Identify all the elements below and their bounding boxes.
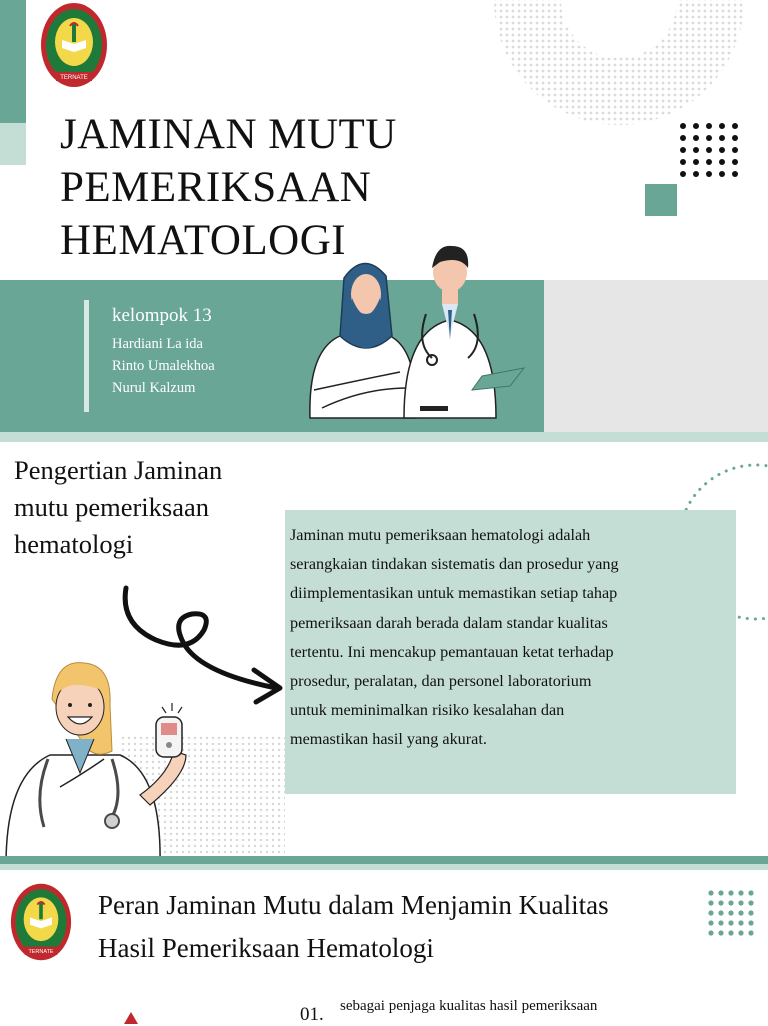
heading-line: Pengertian Jaminan bbox=[14, 455, 223, 485]
definition-line: untuk meminimalkan risiko kesalahan dan bbox=[290, 701, 565, 720]
heading-line: Hasil Pemeriksaan Hematologi bbox=[98, 933, 434, 963]
definition-text bbox=[290, 521, 730, 755]
green-dots-decoration bbox=[706, 888, 758, 936]
left-accent-bar bbox=[0, 0, 26, 123]
slide-separator bbox=[0, 432, 768, 442]
definition-line: Jaminan mutu pemeriksaan hematologi adalah bbox=[290, 526, 591, 544]
logo-caption: TERNATE bbox=[60, 75, 88, 81]
doctors-illustration bbox=[300, 240, 530, 424]
black-dots-decoration bbox=[675, 120, 741, 180]
left-accent-bar-light bbox=[0, 123, 26, 165]
heading-line: mutu pemeriksaan bbox=[14, 492, 210, 522]
slide-separator bbox=[0, 856, 768, 864]
members-accent-bar bbox=[84, 300, 89, 412]
definition-line: prosedur, peralatan, dan personel laboratorium bbox=[290, 672, 592, 691]
definition-line: diimplementasikan untuk memastikan setiap tahap bbox=[290, 584, 618, 603]
group-label: kelompok 13 bbox=[112, 305, 212, 326]
definition-line: memastikan hasil yang akurat. bbox=[290, 730, 487, 749]
definition-heading bbox=[14, 452, 284, 563]
grey-panel bbox=[544, 280, 768, 432]
member-name: Hardiani La ida bbox=[112, 336, 203, 352]
institution-logo bbox=[10, 882, 72, 962]
title-line: HEMATOLOGI bbox=[60, 217, 347, 264]
definition-line: tertentu. Ini mencakup pemantauan ketat terhadap bbox=[290, 642, 614, 661]
point-number: 01. bbox=[300, 1004, 324, 1025]
institution-logo bbox=[40, 2, 108, 88]
title-line: JAMINAN MUTU bbox=[60, 111, 397, 158]
logo-caption: TERNATE bbox=[28, 949, 54, 955]
slide-separator-light bbox=[0, 864, 768, 870]
role-heading bbox=[98, 884, 609, 970]
heading-line: hematologi bbox=[14, 529, 134, 559]
teal-square-decoration bbox=[645, 184, 677, 216]
doctor-glucometer-illustration bbox=[0, 655, 200, 865]
heading-line: Peran Jaminan Mutu dalam Menjamin Kualitas bbox=[98, 890, 609, 920]
definition-line: serangkaian tindakan sistematis dan prosedur yang bbox=[290, 555, 619, 574]
point-text: sebagai penjaga kualitas hasil pemeriksaan bbox=[340, 998, 598, 1014]
red-drop-icon bbox=[124, 1012, 138, 1024]
member-name: Rinto Umalekhoa bbox=[112, 358, 215, 374]
title-line: PEMERIKSAAN bbox=[60, 164, 372, 211]
definition-line: pemeriksaan darah berada dalam standar kualitas bbox=[290, 613, 608, 632]
member-name: Nurul Kalzum bbox=[112, 380, 196, 396]
